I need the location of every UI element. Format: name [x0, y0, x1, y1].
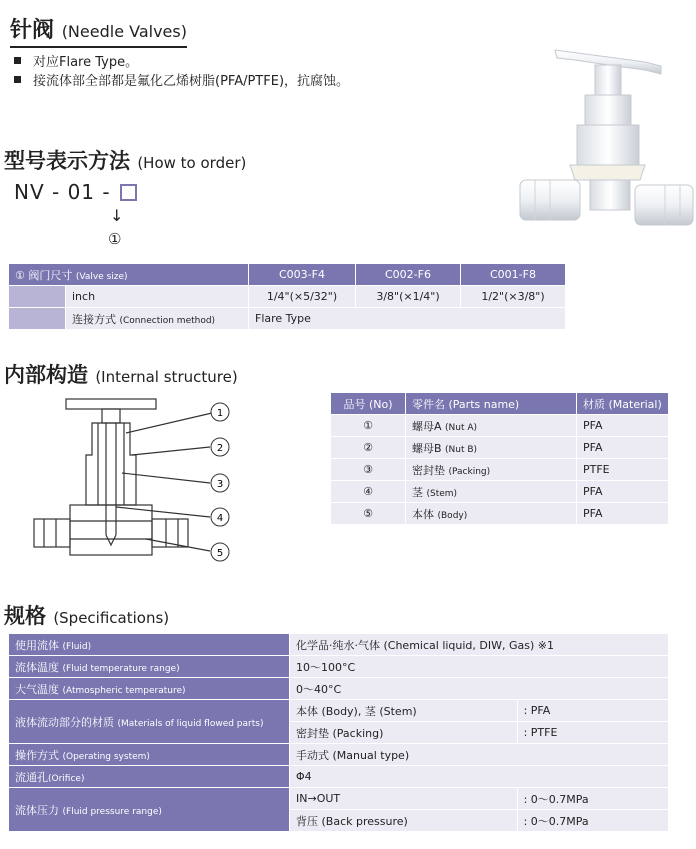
parts-col-name: 零件名 (Parts name) [406, 393, 576, 414]
callout-4 [211, 508, 229, 526]
valve-size-table [8, 263, 566, 330]
inch-value: 1/4"(×5/32") [249, 286, 355, 307]
callout-3 [211, 474, 229, 492]
parts-col-no: 品号 (No) [331, 393, 405, 414]
internal-structure-heading: 内部构造 (Internal structure) [4, 363, 238, 387]
table-row: 流体压力 (Fluid pressure range) IN→OUT : 0～0.7MPa [9, 788, 668, 809]
specifications-table [8, 633, 669, 832]
table-row: 流通孔(Orifice) Φ4 [9, 766, 668, 787]
title-cn: 针阀 [10, 18, 55, 43]
feature-list [14, 53, 349, 91]
svg-text:3: 3 [216, 479, 224, 490]
specifications-heading: 规格 (Specifications) [4, 604, 170, 628]
svg-text:4: 4 [216, 513, 224, 524]
needle-valve-photo [515, 40, 695, 240]
size-col: C001-F8 [461, 264, 565, 285]
structure-diagram [30, 395, 240, 575]
bullet-icon [14, 57, 21, 64]
connection-label: 连接方式 (Connection method) [66, 308, 248, 329]
feature-item: 对应Flare Type。 [14, 53, 349, 72]
valve-size-header: ① 阀门尺寸 (Valve size) [9, 264, 248, 285]
title-en: (Needle Valves) [61, 22, 187, 41]
connection-value: Flare Type [249, 308, 565, 329]
table-row: 密封垫 (Packing) : PTFE [9, 722, 668, 743]
table-row: ⑤ 本体 (Body) PFA [331, 503, 668, 524]
table-row: ② 螺母B (Nut B) PFA [331, 437, 668, 458]
feature-item: 接流体部全部都是氟化乙烯树脂(PFA/PTFE)，抗腐蚀。 [14, 72, 349, 91]
page-title [10, 18, 187, 48]
callout-5 [211, 543, 229, 561]
size-marker: ① [108, 230, 122, 248]
callout-2 [211, 438, 229, 456]
table-row: 流体温度 (Fluid temperature range) 10～100°C [9, 656, 668, 677]
table-row: ① 螺母A (Nut A) PFA [331, 415, 668, 436]
table-row: 液体流动部分的材质 (Materials of liquid flowed parts) 本体 (Body), 茎 (Stem) : PFA [9, 700, 668, 721]
row-spacer [9, 286, 65, 307]
svg-text:1: 1 [216, 408, 224, 419]
size-col: C002-F6 [356, 264, 460, 285]
table-row: 背压 (Back pressure) : 0～0.7MPa [9, 810, 668, 831]
how-to-order-heading: 型号表示方法 (How to order) [4, 149, 247, 173]
svg-text:2: 2 [216, 443, 224, 454]
svg-text:5: 5 [216, 548, 224, 559]
row-spacer [9, 308, 65, 329]
size-placeholder-box [120, 184, 137, 201]
size-col: C003-F4 [249, 264, 355, 285]
model-code: NV - 01 - [14, 180, 137, 204]
parts-col-material: 材质 (Material) [577, 393, 668, 414]
table-row: 大气温度 (Atmospheric temperature) 0～40°C [9, 678, 668, 699]
table-row: 使用流体 (Fluid) 化学品·纯水·气体 (Chemical liquid, DIW, Gas) ※1 [9, 634, 668, 655]
inch-label: inch [66, 286, 248, 307]
callout-1 [211, 403, 229, 421]
table-row: ④ 茎 (Stem) PFA [331, 481, 668, 502]
inch-value: 3/8"(×1/4") [356, 286, 460, 307]
parts-table [330, 392, 669, 525]
down-arrow-icon: ↓ [110, 206, 124, 225]
table-row: ③ 密封垫 (Packing) PTFE [331, 459, 668, 480]
inch-value: 1/2"(×3/8") [461, 286, 565, 307]
table-row: 操作方式 (Operating system) 手动式 (Manual type) [9, 744, 668, 765]
bullet-icon [14, 76, 21, 83]
